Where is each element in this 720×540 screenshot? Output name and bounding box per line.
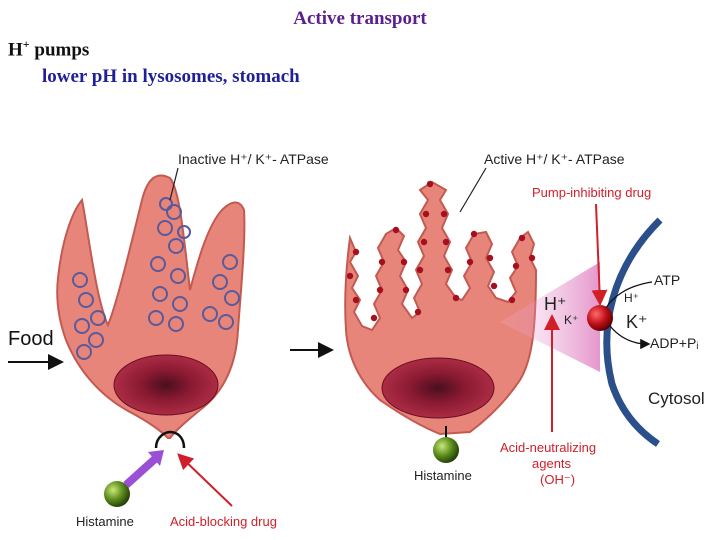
slide-title: Active transport (293, 8, 427, 29)
slide-subheading: lower pH in lysosomes, stomach (42, 66, 300, 87)
acid-neutralizing-line1: Acid-neutralizing (500, 440, 597, 455)
inactive-parietal-cell (57, 176, 244, 438)
food-label: Food (8, 328, 54, 350)
heading-prefix: H (8, 39, 23, 61)
atp-label: ATP (654, 272, 681, 288)
active-cell-nucleus (382, 358, 494, 418)
hplus-lumen-label: H⁺ (544, 294, 567, 314)
heading-superscript: + (22, 37, 30, 51)
heading-suffix: pumps (29, 39, 90, 61)
acid-blocking-label: Acid-blocking drug (170, 514, 277, 529)
hk-atpase-pump (587, 305, 613, 331)
histamine-label-left: Histamine (76, 514, 134, 529)
inactive-cell-nucleus (114, 355, 218, 415)
inactive-atpase-label: Inactive H⁺/ K⁺- ATPase (178, 151, 329, 167)
kplus-lumen-label: K⁺ (564, 313, 579, 327)
hplus-cytosol-label: H⁺ (624, 291, 639, 305)
acid-blocking-arrow (180, 456, 232, 506)
histamine-label-right: Histamine (414, 468, 472, 483)
acid-neutralizing-line2: agents (532, 456, 572, 471)
active-atpase-label: Active H⁺/ K⁺- ATPase (484, 151, 625, 167)
adp-pi-label: ADP+Pᵢ (650, 335, 699, 351)
histamine-arrow-left (126, 458, 156, 485)
histamine-molecule-right (433, 437, 459, 463)
acid-neutralizing-line3: (OH⁻) (540, 472, 576, 487)
cytosol-label: Cytosol (648, 389, 705, 408)
active-parietal-cell (345, 181, 536, 434)
active-label-leader (460, 168, 486, 212)
pump-inhibiting-label: Pump-inhibiting drug (532, 185, 652, 200)
kplus-cytosol-label: K⁺ (626, 312, 648, 332)
